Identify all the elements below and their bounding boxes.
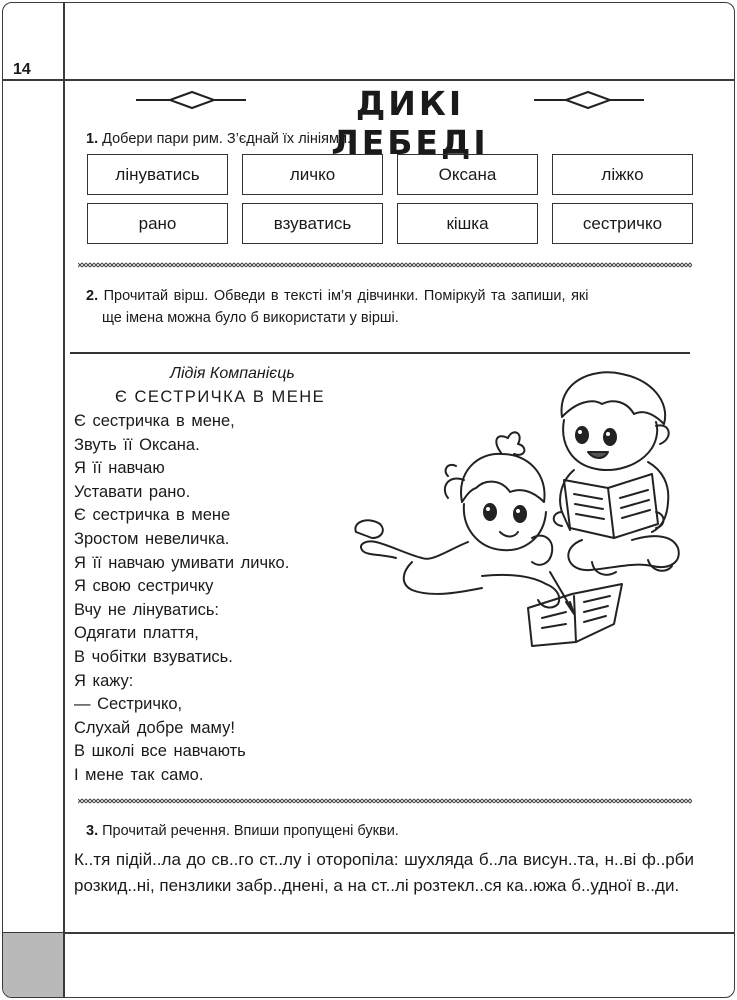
task3-text: Прочитай речення. Впиши пропущені букви. bbox=[102, 823, 399, 839]
task2-text-line2: ще імена можна було б використати у вірші. bbox=[102, 310, 399, 326]
poem-author: Лідія Компанієць bbox=[170, 365, 295, 382]
footer-rule bbox=[3, 932, 734, 934]
task3-exercise-text: К..тя підій..ла до св..го ст..лу і оторопіла: шухляда б..ла висун..та, н..ві ф..рби розкид..ні, пензлики забр..днені, а на ст..лі розтекл..ся ка..южа б..удної в..ди. bbox=[74, 850, 694, 895]
poem-line: Я свою сестричку bbox=[74, 577, 214, 596]
poem-line: Одягати плаття, bbox=[74, 624, 199, 643]
poem-line: — Сестричко, bbox=[74, 695, 183, 714]
children-reading-illustration bbox=[352, 362, 702, 662]
poem-line: Я її навчаю bbox=[74, 459, 165, 478]
word-box[interactable]: личко bbox=[242, 154, 383, 195]
word-box[interactable]: кішка bbox=[397, 203, 538, 244]
margin-line bbox=[63, 3, 65, 997]
task1-number: 1. bbox=[86, 131, 99, 147]
word-box[interactable]: взуватись bbox=[242, 203, 383, 244]
task2-instruction bbox=[86, 285, 696, 329]
zigzag-divider bbox=[78, 261, 692, 269]
poem-line: Уставати рано. bbox=[74, 482, 191, 501]
word-box[interactable]: рано bbox=[87, 203, 228, 244]
poem-line: В школі все навчають bbox=[74, 742, 246, 761]
poem-line: Вчу не лінуватись: bbox=[74, 600, 220, 619]
word-box[interactable]: ліжко bbox=[552, 154, 693, 195]
right-ornament-icon bbox=[534, 90, 644, 110]
word-box[interactable]: Оксана bbox=[397, 154, 538, 195]
word-box[interactable]: сестричко bbox=[552, 203, 693, 244]
word-box[interactable]: лінуватись bbox=[87, 154, 228, 195]
page-title: ДИКІ ЛЕБЕДІ bbox=[331, 84, 489, 162]
boy-figure bbox=[554, 372, 679, 574]
footer-grey-block bbox=[3, 933, 63, 998]
poem-line: Є сестричка в мене, bbox=[74, 412, 235, 430]
task2-text-line1: Прочитай вірш. Обведи в тексті ім’я дівчинки. Поміркуй та запиши, які bbox=[103, 288, 589, 304]
poem-line: І мене так само. bbox=[74, 765, 204, 784]
left-ornament-icon bbox=[136, 90, 246, 110]
page-number: 14 bbox=[13, 61, 31, 78]
poem-line: Є сестричка в мене bbox=[74, 506, 231, 525]
header-rule bbox=[3, 79, 734, 81]
poem-title: Є СЕСТРИЧКА В МЕНЕ bbox=[115, 388, 326, 406]
task2-number: 2. bbox=[86, 288, 99, 304]
poem-line: Слухай добре маму! bbox=[74, 718, 235, 737]
task3-instruction bbox=[86, 820, 399, 842]
poem-line: Звуть її Оксана. bbox=[74, 435, 200, 454]
poem-line: Я її навчаю умивати личко. bbox=[74, 553, 290, 572]
poem-line: Я кажу: bbox=[74, 671, 134, 690]
poem-line: Зростом невеличка. bbox=[74, 529, 230, 548]
task1-instruction bbox=[86, 128, 351, 150]
poem-line: В чобітки взуватись. bbox=[74, 647, 233, 666]
task3-number: 3. bbox=[86, 823, 99, 839]
zigzag-divider bbox=[78, 797, 692, 805]
task1-text: Добери пари рим. З’єднай їх лініями. bbox=[102, 131, 352, 147]
answer-line[interactable] bbox=[70, 352, 690, 354]
poem-body bbox=[74, 410, 289, 788]
